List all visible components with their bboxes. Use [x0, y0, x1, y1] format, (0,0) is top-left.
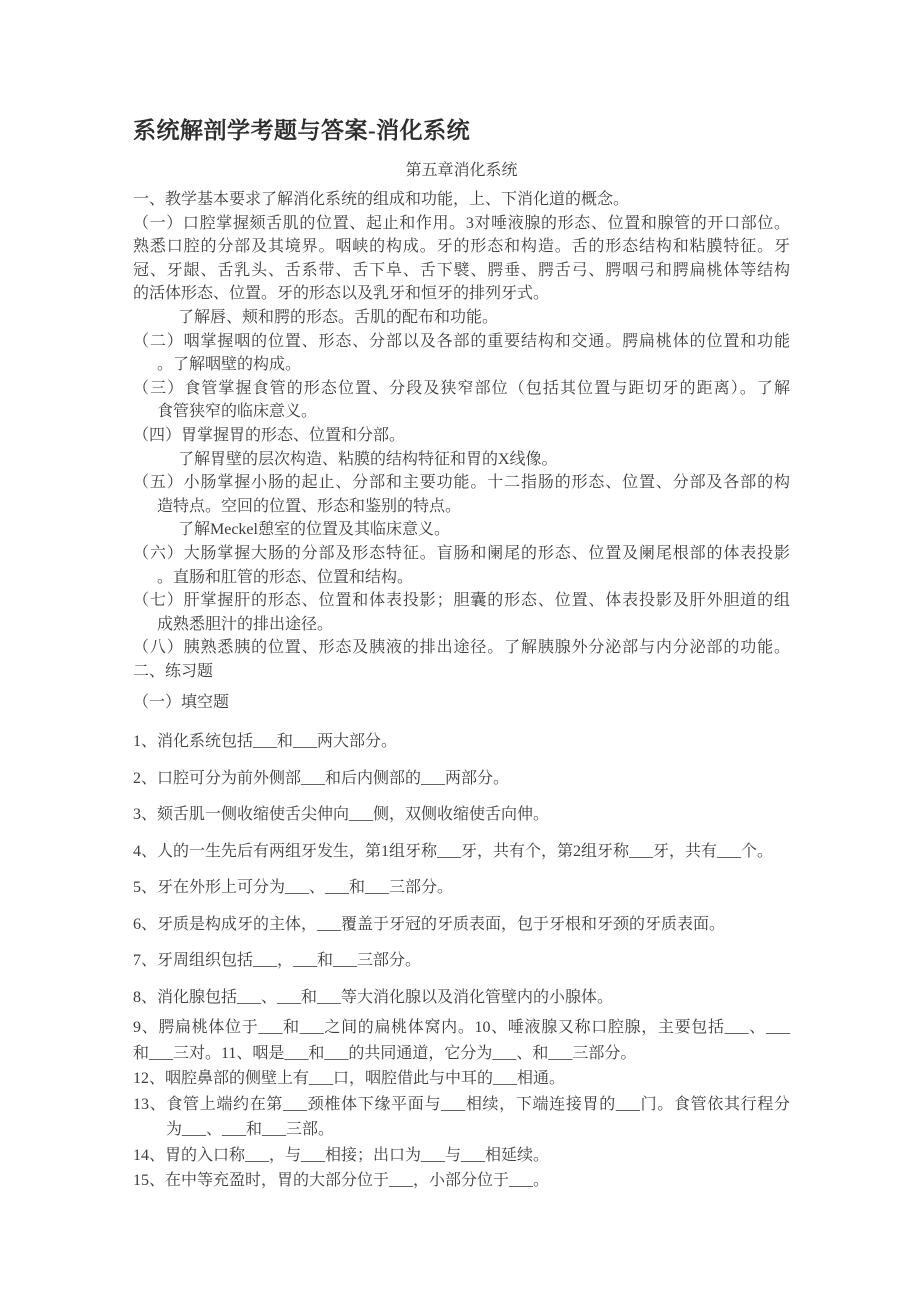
- chapter-heading: 第五章消化系统: [405, 162, 518, 179]
- text-line: 了解Meckel憩室的位置及其临床意义。: [178, 521, 450, 539]
- teaching-requirements-section: [133, 188, 790, 715]
- question-line: 为___、___和___三部。: [166, 1121, 335, 1139]
- question-line: 12、咽腔鼻部的侧壁上有___口，咽腔借此与中耳的___相通。: [133, 1070, 566, 1088]
- text-line: 熟悉口腔的分部及其境界。咽峡的构成。牙的形态和构造。舌的形态结构和粘膜特征。牙: [133, 238, 790, 256]
- text-line: （六）大肠掌握大肠的分部及形态特征。盲肠和阑尾的形态、位置及阑尾根部的体表投影: [133, 544, 790, 562]
- text-line: 食管狭窄的临床意义。: [157, 403, 318, 421]
- text-line: （一）填空题: [133, 694, 230, 712]
- question-line: 7、牙周组织包括___，___和___三部分。: [133, 952, 422, 970]
- question-line: 4、人的一生先后有两组牙发生，第1组牙称___牙，共有个，第2组牙称___牙，共有___个。: [133, 842, 774, 860]
- question-line: 14、胃的入口称___，与___相接；出口为___与___相延续。: [133, 1146, 550, 1164]
- text-line: （七）肝掌握肝的形态、位置和体表投影；胆囊的形态、位置、体表投影及肝外胆道的组: [133, 592, 790, 610]
- text-line: （一）口腔掌握颏舌肌的位置、起止和作用。3对唾液腺的形态、位置和腺管的开口部位。: [133, 214, 790, 232]
- text-line: 冠、牙龈、舌乳头、舌系带、舌下阜、舌下襞、腭垂、腭舌弓、腭咽弓和腭扁桃体等结构: [133, 261, 790, 279]
- text-line: 。了解咽壁的构成。: [157, 356, 302, 374]
- text-line: （二）咽掌握咽的位置、形态、分部以及各部的重要结构和交通。腭扁桃体的位置和功能: [133, 332, 790, 350]
- document-title: 系统解剖学考题与答案-消化系统: [133, 118, 471, 143]
- text-line: 了解唇、颊和腭的形态。舌肌的配布和功能。: [178, 308, 499, 326]
- text-line: （八）胰熟悉胰的位置、形态及胰液的排出途径。了解胰腺外分泌部与内分泌部的功能。: [133, 639, 790, 657]
- text-line: 了解胃壁的层次构造、粘膜的结构特征和胃的X线像。: [178, 450, 558, 468]
- question-line: 6、牙质是构成牙的主体，___覆盖于牙冠的牙质表面，包于牙根和牙颈的牙质表面。: [133, 915, 726, 933]
- question-line: 5、牙在外形上可分为___、___和___三部分。: [133, 879, 454, 897]
- question-line: 13、食管上端约在第___颈椎体下缘平面与___相续，下端连接胃的___门。食管依其行程分: [133, 1095, 790, 1113]
- question-line: 和___三对。11、咽是___和___的共同通道，它分为___、和___三部分。: [133, 1044, 637, 1062]
- question-line: 9、腭扁桃体位于___和___之间的扁桃体窝内。10、唾液腺又称口腔腺，主要包括___、___: [133, 1019, 790, 1037]
- text-line: 成熟悉胆汁的排出途径。: [157, 615, 334, 633]
- question-line: 8、消化腺包括___、___和___等大消化腺以及消化管壁内的小腺体。: [133, 988, 614, 1006]
- text-line: 的活体形态、位置。牙的形态以及乳牙和恒牙的排列牙式。: [133, 285, 550, 303]
- text-line: 造特点。空回的位置、形态和鉴别的特点。: [157, 497, 462, 515]
- document-content: [133, 116, 790, 1194]
- question-line: 2、口腔可分为前外侧部___和后内侧部的___两部分。: [133, 769, 510, 787]
- text-line: 一、教学基本要求了解消化系统的组成和功能，上、下消化道的概念。: [133, 191, 630, 208]
- text-line: 二、练习题: [133, 662, 214, 680]
- text-line: （三）食管掌握食管的形态位置、分段及狭窄部位（包括其位置与距切牙的距离）。了解: [133, 379, 790, 397]
- fill-in-blank-questions-section: [133, 729, 790, 1194]
- question-line: 1、消化系统包括___和___两大部分。: [133, 733, 398, 751]
- question-line: 3、颏舌肌一侧收缩使舌尖伸向___侧，双侧收缩使舌向伸。: [133, 806, 550, 824]
- text-line: （四）胃掌握胃的形态、位置和分部。: [133, 426, 406, 444]
- text-line: 。直肠和肛管的形态、位置和结构。: [157, 568, 414, 586]
- question-line: 15、在中等充盈时，胃的大部分位于___，小部分位于___。: [133, 1172, 550, 1190]
- text-line: （五）小肠掌握小肠的起止、分部和主要功能。十二指肠的形态、位置、分部及各部的构: [133, 474, 790, 492]
